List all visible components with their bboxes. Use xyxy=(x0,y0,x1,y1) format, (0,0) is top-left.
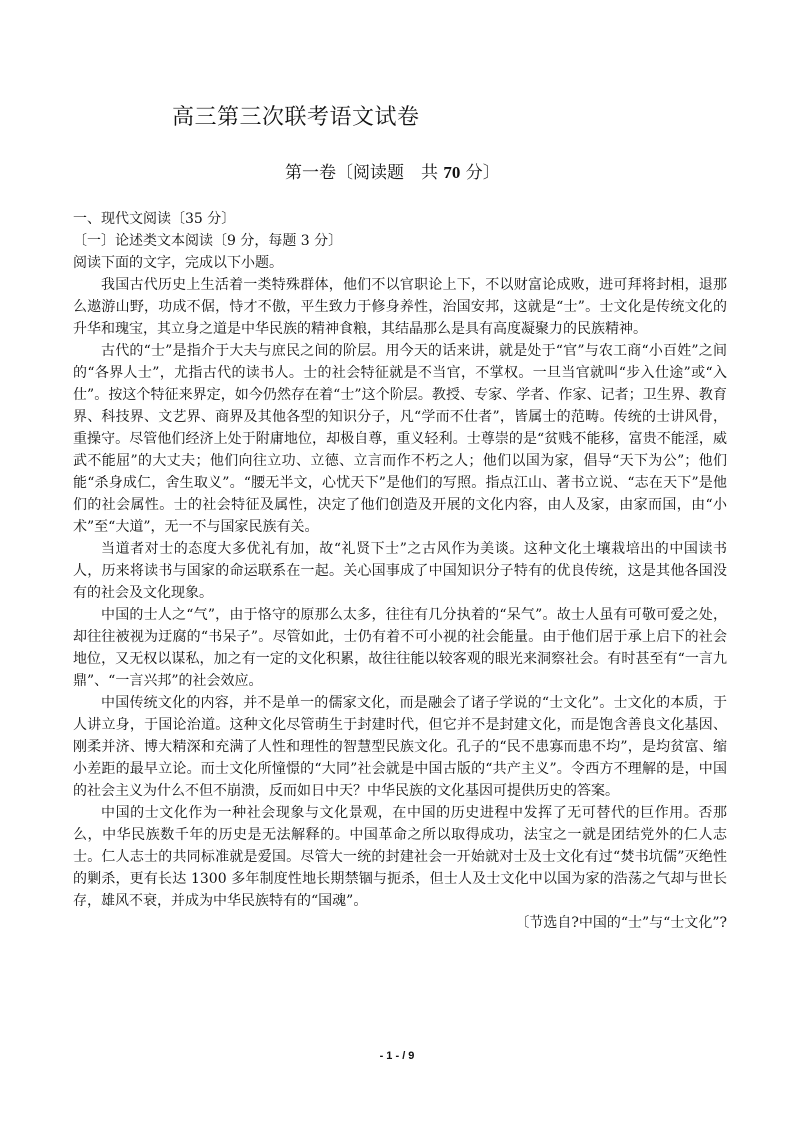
volume-points: 70 xyxy=(443,163,461,182)
volume-title xyxy=(285,158,500,183)
paragraph-1: 我国古代历史上生活着一类特殊群体，他们不以官职论上下，不以财富论成败，进可拜将封相，退那么遨游山野，功成不倨，恃才不傲，平生致力于修身养性，治国安邦，这就是“士”。士文化是传统文化的升华和瑰宝，其立身之道是中华民族的精神食粮，其结晶那么是具有高度凝聚力的民族精神。 xyxy=(73,277,727,337)
exam-title: 高三第三次联考语文试卷 xyxy=(172,105,420,130)
paragraph-3: 当道者对士的态度大多优礼有加，故“礼贤下士”之古风作为美谈。这种文化土壤栽培出的中国读书人，历来将读书与国家的命运联系在一起。关心国事成了中国知识分子特有的优良传统，这是其他各国没有的社会及文化现象。 xyxy=(73,541,727,601)
source-citation: 〔节选自?中国的“士”与“士文化”? xyxy=(515,915,727,931)
subsection-heading: 〔一〕论述类文本阅读〔9 分，每题 3 分〕 xyxy=(73,233,343,249)
paragraph-5: 中国传统文化的内容，并不是单一的儒家文化，而是融会了诸子学说的“士文化”。士文化的本质，于人讲立身，于国论治道。这种文化尽管萌生于封建时代，但它并不是封建文化，而是饱含善良文化基因、刚柔并济、博大精深和充满了人性和理性的智慧型民族文化。孔子的“民不患寡而患不均”，是均贫富、缩小差距的最早立论。而士文化所憧憬的“大同”社会就是中国古版的“共产主义”。令西方不理解的是，中国的社会主义为什么不但不崩溃，反而如日中天？中华民族的文化基因可提供历史的答案。 xyxy=(73,695,727,799)
instruction: 阅读下面的文字，完成以下小题。 xyxy=(73,255,283,271)
paragraph-4: 中国的士人之“气”，由于恪守的原那么太多，往往有几分执着的“呆气”。故士人虽有可敬可爱之处，却往往被视为迂腐的“书呆子”。尽管如此，士仍有着不可小视的社会能量。由于他们居于承上启下的社会地位，又无权以谋私，加之有一定的文化积累，故往往能以较客观的眼光来洞察社会。有时甚至有“一言九鼎”、“一言兴邦”的社会效应。 xyxy=(73,607,727,689)
page-number: - 1 - / 9 xyxy=(379,1050,415,1062)
paragraph-6: 中国的士文化作为一种社会现象与文化景观，在中国的历史进程中发挥了无可替代的巨作用。否那么，中华民族数千年的历史是无法解释的。中国革命之所以取得成功，法宝之一就是团结党外的仁人志士。仁人志士的共同标准就是爱国。尽管大一统的封建社会一开始就对士及士文化有过“焚书坑儒”灭绝性的剿杀，更有长达 1300 多年制度性地长期禁锢与扼杀，但士人及士文化中以国为家的浩荡之气却与世长存，雄风不衰，并成为中华民族特有的“国魂”。 xyxy=(73,805,727,909)
paragraph-2: 古代的“士”是指介于大夫与庶民之间的阶层。用今天的话来讲，就是处于“官”与农工商“小百姓”之间的“各界人士”，尤指古代的读书人。士的社会特征就是不当官，不掌权。一旦当官就叫“步入仕途”或“入仕”。按这个特征来界定，如今仍然存在着“士”这个阶层。教授、专家、学者、作家、记者；卫生界、教育界、科技界、文艺界、商界及其他各型的知识分子，凡“学而不仕者”，皆属士的范畴。传统的士讲风骨，重操守。尽管他们经济上处于附庸地位，却极自尊，重义轻利。士尊崇的是“贫贱不能移，富贵不能淫，威武不能屈”的大丈夫；他们向往立功、立德、立言而作不朽之人；他们以国为家，倡导“天下为公”；他们能“杀身成仁，舍生取义”。“腰无半文，心忧天下”是他们的写照。指点江山、著书立说、“志在天下”是他们的社会属性。士的社会特征及属性，决定了他们创造及开展的文化内容，由人及家，由家而国，由“小术”至“大道”，无一不与国家民族有关。 xyxy=(73,343,727,535)
reading-section xyxy=(73,208,727,934)
volume-title-prefix: 第一卷〔阅读题 共 xyxy=(285,163,444,183)
section-heading: 一、现代文阅读〔35 分〕 xyxy=(73,211,236,227)
volume-title-suffix: 分〕 xyxy=(460,163,500,183)
